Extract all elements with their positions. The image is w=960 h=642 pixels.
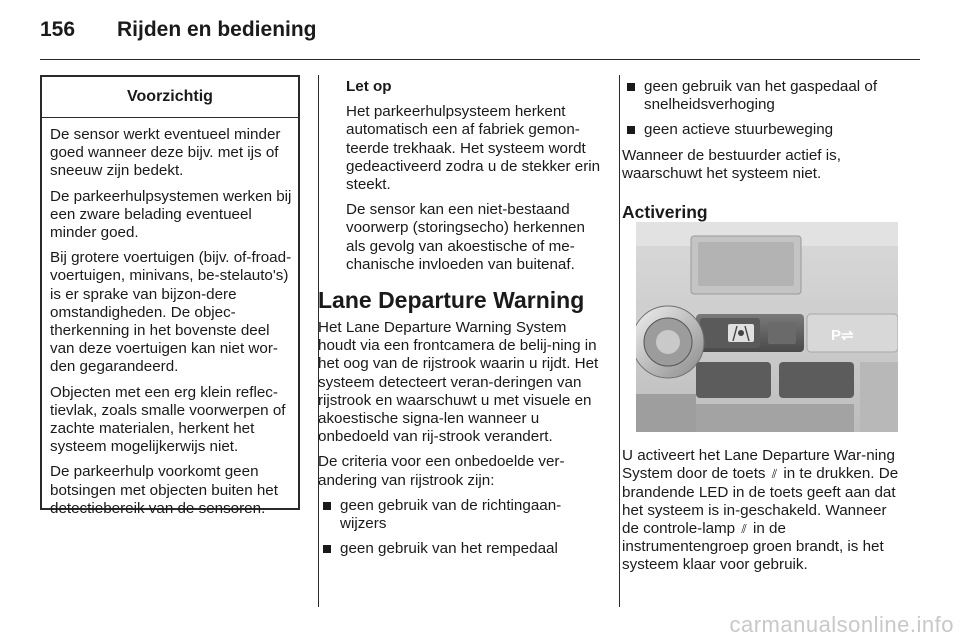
notice-paragraph: Het parkeerhulpsysteem herkent automatisch een af fabriek gemon-teerde trekhaak. Het systeem wordt gedeactiveerd zodra u de stekker erin steekt. <box>346 103 601 194</box>
bullet-square <box>323 502 331 510</box>
caution-paragraph: De sensor werkt eventueel minder goed wanneer deze bijv. met ijs of sneeuw zijn bedekt. <box>50 126 281 180</box>
notice-block <box>318 78 606 274</box>
list-item: geen gebruik van het rempedaal <box>318 540 606 558</box>
caution-body <box>42 118 298 518</box>
list-item: geen gebruik van het gaspedaal of snelheidsverhoging <box>622 78 904 114</box>
section-title: Lane Departure Warning <box>318 287 585 314</box>
column-middle <box>318 78 606 565</box>
header-rule <box>40 59 920 60</box>
list-item: geen actieve stuurbeweging <box>622 121 904 139</box>
page-title: Rijden en bediening <box>117 18 317 41</box>
caution-paragraph: Objecten met een erg klein reflec-tievlak, zoals smalle voorwerpen of zachte materialen, herkent het systeem mogelijkerwijs niet. <box>50 383 286 456</box>
watermark: carmanualsonline.info <box>729 612 954 637</box>
caution-box <box>40 75 300 517</box>
lower-button-left <box>696 362 771 398</box>
bullet-square <box>627 126 635 134</box>
lane-departure-key-icon: ⫽ <box>771 467 778 482</box>
button-panel-photo <box>636 222 898 432</box>
park-assist-label: P⇌ <box>831 327 854 344</box>
activation-paragraph: U activeert het Lane Departure War-ning System door de toets ⫽ in te drukken. De brandende LED in de toets geeft aan dat het systeem is in-geschakeld. Wanneer de controle-lamp ⫽ in de instrumentengroep groen brandt, is het systeem klaar voor gebruik. <box>622 447 899 574</box>
notice-label: Let op <box>346 78 392 95</box>
body-paragraph: Het Lane Departure Warning System houdt via een frontcamera de belij-ning in het oog van de rijstrook waarin u rijdt. Het systeem detecteert veran-deringen van rijstrook en waarschuwt u met visuele en akoestische signa-len wanneer u onbedoeld van rij-strook verandert. <box>318 319 599 446</box>
page-number: 156 <box>40 18 76 41</box>
list-item: geen gebruik van de richtingaan-wijzers <box>318 497 606 533</box>
column-divider <box>619 75 620 607</box>
page-header <box>40 18 920 62</box>
body-paragraph: Wanneer de bestuurder actief is, waarschuwt het systeem niet. <box>622 146 841 182</box>
criteria-list <box>318 497 606 559</box>
criteria-list-continued <box>622 78 904 140</box>
notice-paragraph: De sensor kan een niet-bestaand voorwerp (storingsecho) herkennen als gevolg van akoestische of me-chanische invloeden van buitenaf. <box>346 201 585 273</box>
bullet-square <box>323 545 331 553</box>
bullet-square <box>627 83 635 91</box>
body-paragraph: De criteria voor een onbedoelde ver-andering van rijstrook zijn: <box>318 453 565 489</box>
caution-paragraph: De parkeerhulpsystemen werken bij een zware belading eventueel minder goed. <box>50 187 292 242</box>
column-right-top <box>622 78 904 221</box>
caution-paragraph: Bij grotere voertuigen (bijv. of-froad-voertuigen, minivans, be-stelauto's) is er sprake van bijzon-dere omstandigheden. De objec-therkenning in het bovenste deel van deze voertuigen kan niet wor-den gegarandeerd. <box>50 249 292 376</box>
lane-departure-lamp-icon: ⫽ <box>741 521 747 536</box>
lower-button-right <box>779 362 854 398</box>
caution-paragraph: De parkeerhulp voorkomt geen botsingen met objecten buiten het detectiebereik van de sensoren. <box>50 463 278 517</box>
subsection-title: Activering <box>622 202 708 223</box>
caution-title: Voorzichtig <box>42 77 298 118</box>
column-right-bottom <box>622 447 904 582</box>
